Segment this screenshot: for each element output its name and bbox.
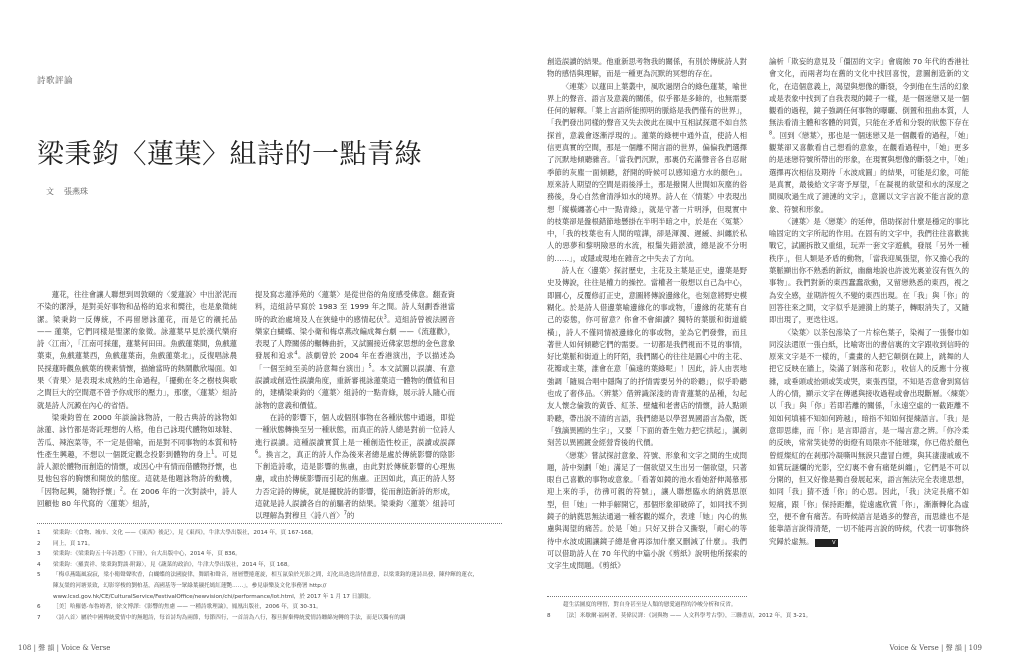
author-name: 張燕珠 xyxy=(64,187,88,196)
paragraph: 〈染葉〉以茶包滲染了一片棕色葉子，染褐了一張餐巾如同沒法還原一張白紙，比喻寄出的書信裏的文字跟收到信時的原來文字是不一樣的，「畫畫的人把它顛倒在鏡上，跳舞的人把它反映在牆上，染滿了剝落和花影」，收信人的反應十分複雜，或垂頭或抬頭或笑或哭，東張西望，不知是否意會到寫信人的心情，顯示文字在傳遞與接收過程或會出現斷層。〈煉葉〉以「我」與「你」若即若離的關係，「永遠空虛的一截距離不知如何填補不知如何跨越」，暗指不知如何提煉語言。「我」是意即思維，而「你」是言即語言，是一場言意之辨。「你冷柔的反映，常常笑徒勞的街燈有局限亦不能璀璨，你已倦於顏色曾經燦紅的在剎那冷凝嘶叫無淚只盡冒白煙，與其淒淒戚戚不如賞玩謎爛的光影，空幻裏不會有痛楚糾纏」，它們是不可以分開的，但又好像是獨自發展起來，語言無法完全表達思想，如同「我」猜不透「你」的心思。因此，「我」決定長痛不如短痛，跟「你」保持距離，從遠處欣賞「你」，漸漸轉化為虛空，便不會有痛苦。有時候語言是過多的聲音，而思維也不是能靠語言說得清楚，一切不能再言說的時候，代表一切事物終究歸於虛無。 V xyxy=(769,327,969,546)
paragraph: 〈戀葉〉嘗試探討意象、符號、形象和文字之間的生成問題，詩中刻劃「她」滿足了一個欲望又生出另一個欲望，只著眼自己喜歡的事物或意象。「看著如鏡的池水看她舒伸渴慕那迎上來的手，彷彿可親的符號」，讓人聯想臨水的納蕤思原型，但「她」一伸手解開它，那個形象卻破碎了，如同找不到鏡子的納蕤思無法通過一種客觀的媒介，表達「她」內心的焦慮與渴望的痛苦。於是「她」只好又拼合又撕裂，「耐心的等待中水波成圓讓鏡子總是會再添加什麼又刪減了什麼」。我們可以借助詩人在 70 年代的中篇小說《剪紙》說明他所探索的文字生成問題。《剪紙》 xyxy=(547,450,747,571)
footnote-ref[interactable]: 3 xyxy=(383,314,387,321)
footnotes-left xyxy=(37,528,482,623)
paragraph: 創造誤讀的結果。他重新思考物我的關係，有別於傳統詩人對物的感悟與理解，而是一種更為沉默的冥想的存在。 xyxy=(547,57,747,79)
footnote: 1 梁秉鈞：〈食物、城市、文化 ——《東西》後記〉，見《東西》，牛津大學出版社，2014 年，頁 167-168。 xyxy=(37,530,317,536)
paragraph: 蓮花，往往會讓人聯想到周敦頤的〈愛蓮說〉中出淤泥而不染的潔淨，是對美好事物和品格的追求和嚮往，也是象徵純潔。梁秉鈞一反傳統，不再留戀詠蓮花，而是它的襯托品 —— 蓮葉，它們同樣是聖潔的象徵。詠蓮葉早見於漢代樂府詩〈江南〉，「江南可採蓮，蓮葉何田田。魚戲蓮葉間，魚戲蓮葉東，魚戲蓮葉西，魚戲蓮葉南，魚戲蓮葉北」，反復唱詠農民採蓮時觀魚戲葉的樸素情懷，描繪當時的熱鬧歡欣場面。如果〈青果〉是表現未成熟的生命過程，「擺動在冬之樹枝與歌之間巨大的空間還不曾予你成形的壓力」，那麼，〈蓮葉〉組詩就是詩人沉澱在內心的省悟。 xyxy=(37,290,237,410)
section-label: 詩歌評論 xyxy=(37,76,74,86)
paragraph: 梁秉鈞曾在 2000 年談論詠物詩，一般古典詩的詠物如詠蓮、詠竹都是寄託理想的人格，他自己詠現代體物如球鞋、苦瓜、辣泡菜等，不一定是借喻，而是對不同事物的本質和特性產生興趣，不想以一個既定觀念投影到體物的身上$^1$。可見詩人源於體物而創造的情懷，或因心中有情而借體物抒懷，也見他包容的胸懷和開放的態度。這就是他題詠物詩的動機，「因物起興，隨物抒懷」$^2$。在 2006 年的一次對談中，詩人回顧他 80 年代寫的〈蓮葉〉組詩， xyxy=(37,412,237,509)
paragraph: 提及寫志蓮淨苑的〈蓮葉〉是從世俗的角度感受佛意。翻查資料，這組詩早寫於 1983 至 1999 年之間。詩人刻劃香港當時的政治處境及人在狹縫中的感情起伏$^3$。這組詩曾被法國音樂家白蝴蝶、梁小衛和梅卓燕改編成舞台劇 ——《流蓮歡》，表現了人際關係的輾轉曲折，又試圖接近佛家思想的金色意象發展和追求$^4$。該劇曾於 2004 年在香港演出，予以描述為「一個至純至美的詩意舞台演出」$^5$。本文試圖以誤讀、有意誤讀或創造性誤讀角度，重新審視詠蓮葉這一體物的價值和目的，建構梁秉鈞的〈蓮葉〉組詩的一點青綠，展示詩人隨心而詠物的意義和價值。 xyxy=(255,290,455,410)
footnote-divider xyxy=(37,523,502,524)
paragraph: 論析「欺妄的意見及「僵固的文字」會腐蝕 70 年代的香港社會文化，而兩者均在舊的文化中找回喜悅，意圖創造新的文化，在這個意義上，渴望與想像的斷裂，令到他在生活的幻象或是表象中找到了自我表現的鏡子一樣，是一個迷戀又是一個觀看的過程，鏡子強調任何事物的曝曬、倒置和扭曲本質，人無法看清主體和客體的同質，只能在矛盾和分裂的狀態下存在$^8$。回到〈戀葉〉，那也是一個迷戀又是一個觀看的過程，「她」觀葉卻又喜歡看自己想看的意象，在觀看過程中，「她」更多的是迷戀符號所帶出的形象，在現實與想像的斷裂之中，「她」選擇再次相信及期待「水波成圓」的結果，可能是幻象，可能是真實，最後給文字寄予厚望，「在凝視的欲望和水的深度之間風吹過生成了漣漣的文字」，意圖以文字言說不能言說的意象、符號和形象。 xyxy=(769,57,969,214)
paragraph: 在詩的影響下，個人或個別事物在各種狀態中通過，即從一種狀態轉換至另一種狀態，而真正的詩人總是對前一位詩人進行誤讀。這種誤讀實質上是一種創造性校正，誤讀或誤譯$^6$。換言之，真正的詩人作為後來者總是處於傳統影響的陰影下創造詩歌，這是影響的焦慮，由此對於傳統影響的心理焦慮，或由於傳統影響而引起的焦慮。正因如此，真正的詩人努力否定詩的傳統，就是擺脫詩的影響，從而創造新詩的形成，這就是詩人誤讀各自的前驅者的結果。梁秉鈞〈蓮葉〉組詩可以理解為對穆旦〈詩八首〉$^7$的 xyxy=(255,412,455,521)
body-column-right-2 xyxy=(769,56,969,548)
footnote-ref[interactable]: 7 xyxy=(343,510,347,517)
footnote: 2 同上，頁 171。 xyxy=(37,540,94,547)
footnote: 7 〈詩八首〉屬於中國傳統愛情中的無題詩，每首詩均為兩節，每節四行，一首詩為八行，穆旦摒棄傳統愛情詩纏綿宛轉的手法，而是以獨有的調 xyxy=(37,614,406,621)
body-column-left-2 xyxy=(255,289,455,523)
paragraph: 〈漣葉〉是〈戀葉〉的延伸，借助探討什麼是穩定的事比喻固定的文字所起的作用。在固有的文字中，我們往往喜歡挑戰它，試圖拆散又重組，玩弄一套文字遊戲，發展「另外一種秩序」，但人類是矛盾的動物，「當我迎風張望，你又擔心我的葉脈顯出你不熟悉的新紋，幽幽地說也許波光裏並沒有恆久的事物」。我們對新的東西蠢蠢欲動，又留戀熟悉的東西，視之為安全感，並期許恆久不變的東西出現。在「我」與「你」的回答往來之間，文字似乎是漣漪上的葉子，轉眼消失了，又隨即出現了，更迭往返。 xyxy=(769,216,969,325)
author-prefix: 文 xyxy=(46,187,54,196)
paragraph: 詩人在〈邊葉〉探討歷史，主花及主葉是正史，邊葉是野史及傳說，往往是權力的操控。當權者一般想以自己為中心，即圓心，反覆修訂正史，意圖將傳說邊緣化，也刻意將野史模糊化。於是詩人借邊葉喻邊緣化的事或物，「邊緣的花葉有自己的姿態，你可留意？你會不會細讀？獨特的葉脈和街道縱橫」，詩人不僅同情被邊緣化的事或物，並為它們發聲，而且著世人如何傾聽它們的需要。一切都是我們視而不見的事情，好比葉脈和街道上的阡陌，我們關心的往往是圓心中的主花、花瓣或主葉，誰會在意「偏遠的葉綠呢」！因此，詩人由衷地強調「隨風合唱中隱陶了的抒情需要另外的聆聽」，似乎聆聽也成了奢侈品。〈辨葉〉借辨識深淺的青青蓮葉的品種，勾起友人懷念倫敦的黃昏、紅茶、壁爐和老書店的情懷，詩人點頭聆聽，帶出說不清的言語，我們總是以學習異國語言為傲，既「強謫異國的生字」，又要「下面的蒼生勉力把它拱起」，諷刺刻苦以異國鍍金經營背後的代價。 xyxy=(547,266,747,448)
body-column-right-1 xyxy=(547,56,747,572)
footnote-divider xyxy=(547,596,747,597)
page-folio-right: Voice & Verse | 聲 韻 | 109 xyxy=(889,644,982,652)
right-page xyxy=(512,0,1024,670)
footnote-ref[interactable]: 6 xyxy=(255,449,259,456)
body-column-left-1 xyxy=(37,289,237,510)
footnote-ref[interactable]: 1 xyxy=(211,449,215,456)
footnote: 超生活圖度的理智，對自身甚至是人類的戀愛過程的冷峻分析和反省。 xyxy=(563,602,737,608)
footnote: 6 ［美］哈羅德‧布魯姆著，徐文博譯：《影響的焦慮 —— 一種詩歌理論》，鳳凰出版社，2006 年，頁 30-31。 xyxy=(37,604,322,611)
footnote-ref[interactable]: 4 xyxy=(294,351,298,358)
footnotes-right xyxy=(547,600,1007,621)
page-folio-left: 108 | 聲 韻 | Voice & Verse xyxy=(18,644,111,652)
end-mark-icon: V xyxy=(815,539,837,547)
footnote-link[interactable]: www.lcsd.gov.hk/CE/CulturalService/FestivalOffice/newvision/chi/performance/lot.html，於 2017 年 1 月 17 日讀取。 xyxy=(53,593,375,600)
footnote-ref[interactable]: 5 xyxy=(368,363,372,370)
author-line xyxy=(46,186,98,197)
footnote: 3 梁秉鈞：《梁秉鈞五十年詩選》（下冊），台大出版中心，2014 年，頁 836。 xyxy=(37,551,241,558)
article-title: 梁秉鈞〈蓮葉〉組詩的一點青綠 xyxy=(37,139,422,170)
footnote-ref[interactable]: 2 xyxy=(119,486,123,493)
footnote: 5 「梅卓燕臨風寂寂，梁小衛聲聲吹香，白蝴蝶的法國旋律，舞蹈和聲音，層層豐捲蓮旋，相互氤染於光影之間，幻化出迭迭詩情畫意，以梁秉鈞的蓮詩出發，陳仲輝的蓮衣，陳友榮的河塘景致，幻影穿梭的劉柏基，高國基等一眾綠葉襯托嫣紅蓮艷……」，參見康樂及文化事務署 http:// xyxy=(37,572,479,589)
footnote-ref[interactable]: 8 xyxy=(769,130,773,137)
paragraph: 〈連葉〉以蓮田上葉叢中，風吹過閉合的綠色蓮葉，喻世界上的聲音、語言及意義的關係，似乎都是多餘的，也無需要任何的解釋。「葉上言語所能照明的脈絡是我們僅有的世界」，「我們發出同樣的聲音又失去彼此在風中互相試探還不如自然探首，意義會逐漸浮現的」。蓮葉的綠梗中通外直，使詩人相信更真實的空間，那是一個離不開言語的世界，偏偏我們選擇了沉默地傾聽雜音。「當我們沉默，那裏仍充滿聲音各自忍耐季節的灰塵一面傾聽，舒開的時候可以感知遠方水的顏色」。原來詩人期望的空間是雨後淨土，那是撥開人世間如灰塵的俗務後，身心自然會清淨如水的境界。詩人在〈情葉〉中表現出想「縱橫纏著心中一點青綠」，就是守著一片明淨，但現實中的枝葉卻是盤根錯節地懸掛在半明半暗之中，於是在〈冤葉〉中，「我的枝葉也有人間的喧譁，卻是渾濁、遲緩、糾纏於私人的惡夢和黎明險惡的水流，根鬚失錯淤漬，總是說不分明的……」，或隱或現地在雜音之中失去了方向。 xyxy=(547,81,747,263)
footnote: 8 ［法］米歇爾‧福柯著，莫偉民譯：《詞與物 —— 人文科學考古學》，三聯書店，2012 年，頁 3-21。 xyxy=(547,612,812,619)
footnote: 4 梁秉鈞：〈羅貴祥、梁秉鈞對談‧附錄〉，見《蔬菜的政治》，牛津大學出版社，2014 年，頁 168。 xyxy=(37,561,294,568)
